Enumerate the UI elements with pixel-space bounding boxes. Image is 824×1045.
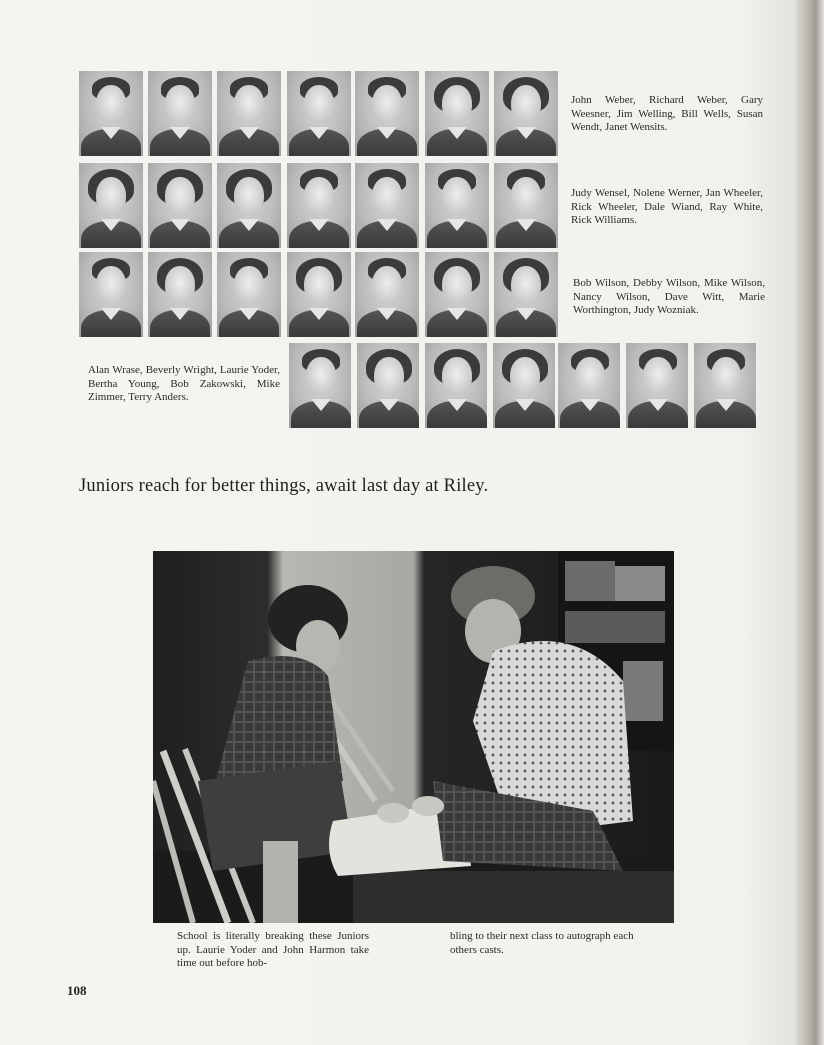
student-portrait [425, 252, 489, 337]
student-portrait [425, 163, 489, 248]
portrait-head [442, 177, 472, 215]
student-portrait [217, 71, 281, 156]
portrait-head [165, 177, 195, 215]
portrait-head [442, 266, 472, 304]
student-portrait [79, 163, 143, 248]
portrait-head [234, 85, 264, 123]
page-binding [796, 0, 824, 1045]
candid-photo [153, 551, 674, 923]
portrait-head [374, 357, 404, 395]
student-portrait [148, 71, 212, 156]
portrait-head [510, 357, 540, 395]
portrait-head [511, 85, 541, 123]
student-portrait [494, 71, 558, 156]
page-headline: Juniors reach for better things, await last day at Riley. [79, 476, 489, 496]
portrait-head [234, 177, 264, 215]
portrait-head [304, 266, 334, 304]
student-portrait [148, 252, 212, 337]
portrait-head [304, 177, 334, 215]
portrait-head [711, 357, 741, 395]
portrait-caption-row-3: Bob Wilson, Debby Wilson, Mike Wilson, Nancy Wilson, Dave Witt, Marie Worthington, Judy Wozniak. [573, 277, 765, 316]
portrait-head [304, 85, 334, 123]
student-portrait [289, 343, 351, 428]
portrait-head [234, 266, 264, 304]
portrait-head [442, 85, 472, 123]
student-portrait [493, 343, 555, 428]
student-portrait [217, 252, 281, 337]
portrait-head [96, 266, 126, 304]
portrait-head [165, 85, 195, 123]
student-portrait [287, 252, 351, 337]
student-portrait [79, 252, 143, 337]
portrait-head [643, 357, 673, 395]
portrait-head [372, 85, 402, 123]
student-portrait [357, 343, 419, 428]
photo-caption-left: School is literally breaking these Juniors up. Laurie Yoder and John Harmon take time out before hob- [177, 930, 369, 969]
student-portrait [79, 71, 143, 156]
student-portrait [287, 163, 351, 248]
portrait-caption-row-4: Alan Wrase, Beverly Wright, Laurie Yoder, Bertha Young, Bob Zakowski, Mike Zimmer, Terry Anders. [88, 364, 280, 403]
candid-photo-illustration [153, 551, 674, 923]
portrait-caption-row-1: John Weber, Richard Weber, Gary Weesner, Jim Welling, Bill Wells, Susan Wendt, Janet Wensits. [571, 94, 763, 133]
student-portrait [694, 343, 756, 428]
student-portrait [425, 71, 489, 156]
student-portrait [494, 252, 558, 337]
student-portrait [558, 343, 620, 428]
page-number: 108 [67, 983, 87, 998]
portrait-head [96, 177, 126, 215]
portrait-head [511, 177, 541, 215]
portrait-head [372, 177, 402, 215]
portrait-head [306, 357, 336, 395]
student-portrait [494, 163, 558, 248]
student-portrait [355, 71, 419, 156]
portrait-head [575, 357, 605, 395]
portrait-head [372, 266, 402, 304]
portrait-head [511, 266, 541, 304]
student-portrait [217, 163, 281, 248]
portrait-caption-row-2: Judy Wensel, Nolene Werner, Jan Wheeler, Rick Wheeler, Dale Wiand, Ray White, Rick Williams. [571, 187, 763, 226]
student-portrait [425, 343, 487, 428]
portrait-head [442, 357, 472, 395]
student-portrait [355, 252, 419, 337]
student-portrait [148, 163, 212, 248]
photo-caption-right: bling to their next class to autograph each others casts. [450, 930, 634, 956]
student-portrait [355, 163, 419, 248]
student-portrait [626, 343, 688, 428]
portrait-head [96, 85, 126, 123]
student-portrait [287, 71, 351, 156]
portrait-head [165, 266, 195, 304]
